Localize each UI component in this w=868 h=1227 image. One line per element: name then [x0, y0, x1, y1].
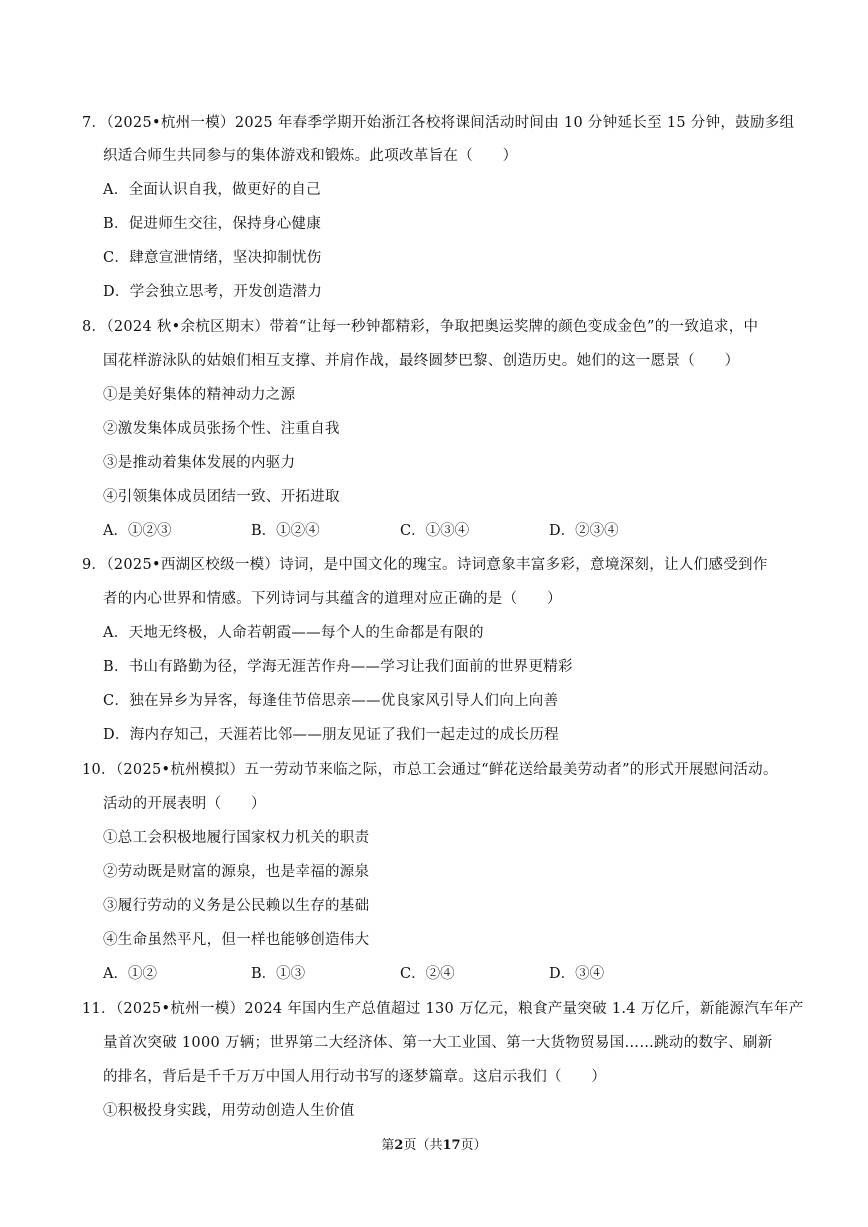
choice-c: C．①③④	[400, 523, 470, 539]
footer-suffix: 页）	[460, 1138, 487, 1153]
choice-c: C．②④	[400, 966, 455, 982]
question-text: 的排名，背后是千千万万中国人用行动书写的逐梦篇章。这启示我们（ ）	[103, 1069, 607, 1085]
choice-b: B．①③	[251, 966, 306, 982]
question-text: 国花样游泳队的姑娘们相互支撑、并肩作战，最终圆梦巴黎、创造历史。她们的这一愿景（ ）	[103, 353, 740, 369]
choice-a: A．①②③	[103, 523, 172, 539]
statement-2: ②劳动既是财富的源泉，也是幸福的源泉	[103, 864, 370, 880]
option-a: A．全面认识自我，做更好的自己	[103, 182, 321, 198]
option-b: B．书山有路勤为径，学海无涯苦作舟——学习让我们面前的世界更精彩	[103, 659, 573, 675]
question-text: 9．（2025•西湖区校级一模）诗词，是中国文化的瑰宝。诗词意象丰富多彩，意境深刻，让人们感受到作	[82, 557, 768, 573]
option-d: D．学会独立思考，开发创造潜力	[103, 284, 323, 300]
footer-middle: 页（共	[403, 1138, 443, 1153]
question-text: 7．（2025•杭州一模）2025 年春季学期开始浙江各校将课间活动时间由 10 分钟延长至 15 分钟，鼓励多组	[82, 115, 795, 131]
question-text: 织适合师生共同参与的集体游戏和锻炼。此项改革旨在（ ）	[103, 148, 518, 164]
statement-4: ④引领集体成员团结一致、开拓进取	[103, 489, 340, 505]
question-text: 10．（2025•杭州模拟）五一劳动节来临之际，市总工会通过“鲜花送给最美劳动者”的形式开展慰问活动。	[82, 762, 778, 778]
choice-b: B．①②④	[251, 523, 320, 539]
statement-1: ①是美好集体的精神动力之源	[103, 387, 296, 403]
question-text: 者的内心世界和情感。下列诗词与其蕴含的道理对应正确的是（ ）	[103, 591, 562, 607]
statement-1: ①总工会积极地履行国家权力机关的职责	[103, 830, 370, 846]
page-total: 17	[442, 1138, 461, 1153]
question-text: 活动的开展表明（ ）	[103, 796, 266, 812]
statement-2: ②激发集体成员张扬个性、注重自我	[103, 421, 340, 437]
choice-d: D．②③④	[549, 523, 619, 539]
question-text: 量首次突破 1000 万辆；世界第二大经济体、第一大工业国、第一大货物贸易国……跳动的数字、刷新	[103, 1035, 773, 1051]
page-number: 2	[394, 1138, 404, 1153]
statement-1: ①积极投身实践，用劳动创造人生价值	[103, 1103, 355, 1119]
choice-d: D．③④	[549, 966, 605, 982]
statement-3: ③履行劳动的义务是公民赖以生存的基础	[103, 898, 370, 914]
choice-a: A．①②	[103, 966, 157, 982]
page-footer	[0, 1137, 868, 1155]
statement-3: ③是推动着集体发展的内驱力	[103, 455, 296, 471]
option-a: A．天地无终极，人命若朝霞——每个人的生命都是有限的	[103, 625, 484, 641]
statement-4: ④生命虽然平凡，但一样也能够创造伟大	[103, 932, 370, 948]
option-c: C．肆意宣泄情绪，坚决抑制忧伤	[103, 250, 322, 266]
question-text: 8．（2024 秋•余杭区期末）带着“让每一秒钟都精彩，争取把奥运奖牌的颜色变成金色”的一致追求，中	[82, 319, 759, 335]
footer-prefix: 第	[381, 1138, 395, 1153]
option-d: D．海内存知己，天涯若比邻——朋友见证了我们一起走过的成长历程	[103, 727, 559, 743]
question-text: 11．（2025•杭州一模）2024 年国内生产总值超过 130 万亿元，粮食产量突破 1.4 万亿斤，新能源汽车年产	[82, 1001, 804, 1017]
option-c: C．独在异乡为异客，每逢佳节倍思亲——优良家风引导人们向上向善	[103, 693, 559, 709]
option-b: B．促进师生交往，保持身心健康	[103, 216, 322, 232]
